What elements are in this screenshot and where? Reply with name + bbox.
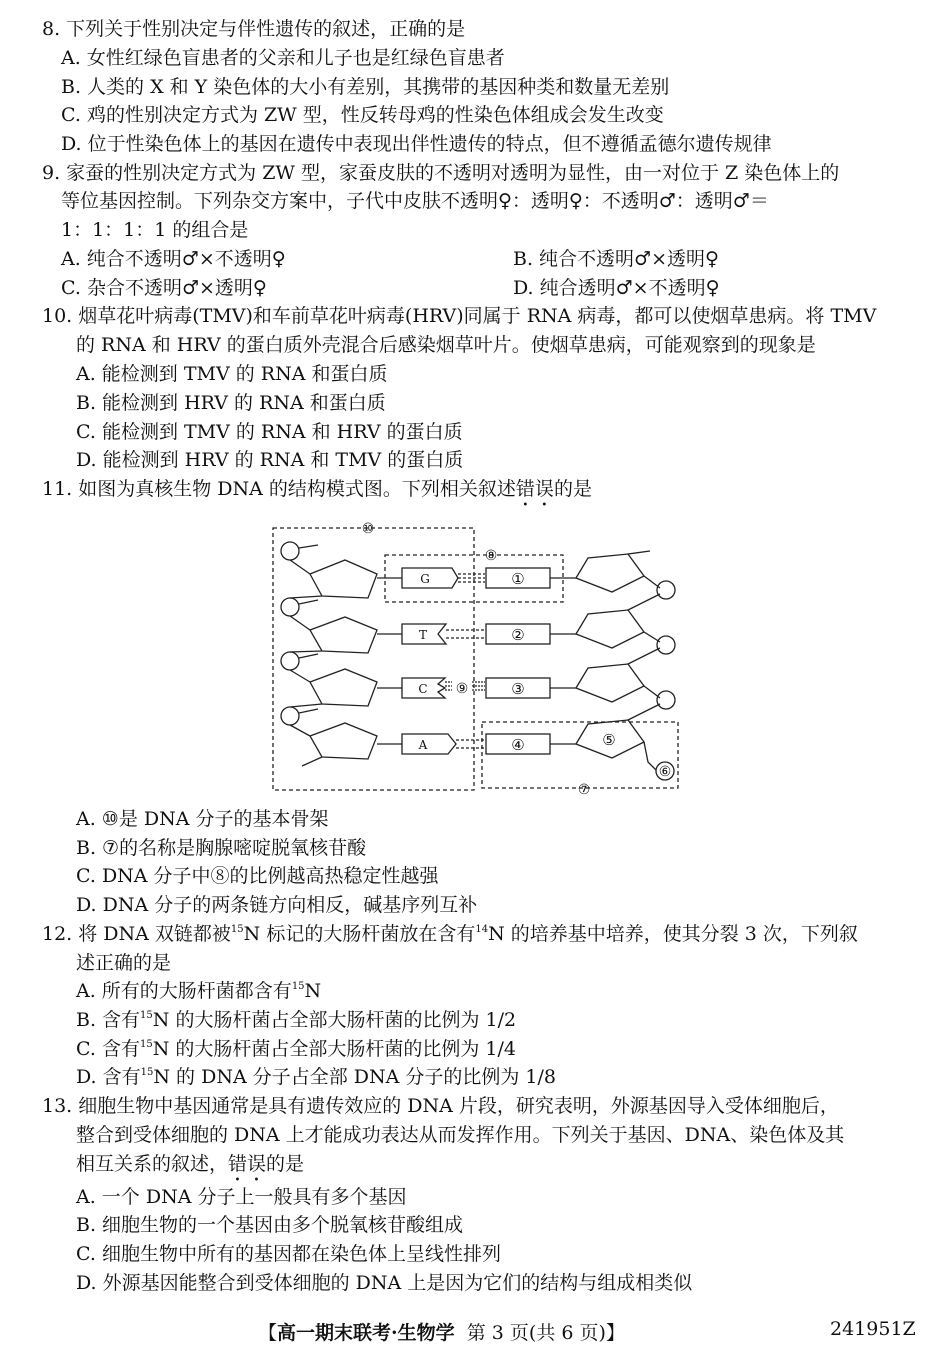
- q12-option-c: C. 含有$^{15}$N 的大肠杆菌占全部大肠杆菌的比例为 1/4: [76, 1038, 516, 1060]
- label-t: T: [418, 628, 428, 642]
- q9-stem-line3: 1：1：1：1 的组合是: [61, 219, 249, 241]
- right-sugar: [576, 664, 644, 702]
- label-1: ①: [511, 570, 525, 588]
- label-7: ⑦: [577, 782, 591, 798]
- q9-stem-line2: 等位基因控制。下列杂交方案中，子代中皮肤不透明♀：透明♀：不透明♂：透明♂＝: [61, 190, 769, 212]
- q11-option-b: B. ⑦的名称是胸腺嘧啶脱氧核苷酸: [76, 837, 367, 859]
- document-code: 241951Z: [830, 1318, 916, 1340]
- q11-option-a: A. ⑩是 DNA 分子的基本骨架: [76, 808, 329, 830]
- q10-option-a: A. 能检测到 TMV 的 RNA 和蛋白质: [76, 363, 388, 385]
- dna-structure-diagram: [270, 518, 682, 800]
- right-phosphate: [657, 636, 675, 654]
- right-sugar: [576, 610, 644, 648]
- q12-option-b: B. 含有$^{15}$N 的大肠杆菌占全部大肠杆菌的比例为 1/2: [76, 1009, 517, 1031]
- q11-option-c: C. DNA 分子中⑧的比例越高热稳定性越强: [76, 865, 439, 887]
- q11-emphasis: 错误: [515, 478, 554, 500]
- label-3: ③: [511, 680, 525, 698]
- q11-option-d: D. DNA 分子的两条链方向相反，碱基序列互补: [76, 894, 478, 916]
- left-phosphate: [281, 707, 299, 725]
- q13-option-b: B. 细胞生物的一个基因由多个脱氧核苷酸组成: [76, 1214, 464, 1236]
- q10-option-c: C. 能检测到 TMV 的 RNA 和 HRV 的蛋白质: [76, 421, 463, 443]
- left-sugar: [310, 669, 377, 706]
- q9-option-c: C. 杂合不透明♂×透明♀: [61, 277, 267, 299]
- q9-stem-line1: 9. 家蚕的性别决定方式为 ZW 型，家蚕皮肤的不透明对透明为显性，由一对位于 Z 染色体上的: [42, 162, 840, 184]
- q13-stem-line3: 相互关系的叙述，错误的是: [76, 1153, 305, 1175]
- box-7-nucleotide: [482, 722, 678, 788]
- left-phosphate: [281, 598, 299, 616]
- label-2: ②: [511, 626, 525, 644]
- q8-option-a: A. 女性红绿色盲患者的父亲和儿子也是红绿色盲患者: [61, 47, 505, 69]
- q10-option-d: D. 能检测到 HRV 的 RNA 和 TMV 的蛋白质: [76, 449, 464, 471]
- left-phosphate: [281, 542, 299, 560]
- q13-stem-line2: 整合到受体细胞的 DNA 上才能成功表达从而发挥作用。下列关于基因、DNA、染色体及其: [76, 1124, 845, 1146]
- q8-option-d: D. 位于性染色体上的基因在遗传中表现出伴性遗传的特点，但不遵循孟德尔遗传规律: [61, 133, 772, 155]
- q13-emphasis: 错误: [228, 1153, 267, 1175]
- q13-option-c: C. 细胞生物中所有的基因都在染色体上呈线性排列: [76, 1243, 501, 1265]
- left-phosphate: [281, 652, 299, 670]
- q10-stem-line2: 的 RNA 和 HRV 的蛋白质外壳混合后感染烟草叶片。使烟草患病，可能观察到的现象是: [76, 334, 816, 356]
- label-5: ⑤: [602, 731, 616, 749]
- q12-stem-line1: 12. 将 DNA 双链都被$^{15}$N 标记的大肠杆菌放在含有$^{14}$N 的培养基中培养，使其分裂 3 次，下列叙: [42, 923, 858, 945]
- q13-option-d: D. 外源基因能整合到受体细胞的 DNA 上是因为它们的结构与组成相类似: [76, 1272, 693, 1294]
- q8-stem: 8. 下列关于性别决定与伴性遗传的叙述，正确的是: [42, 18, 466, 40]
- q9-option-b: B. 纯合不透明♂×透明♀: [513, 248, 719, 270]
- base-a: [402, 734, 456, 754]
- left-sugar: [310, 560, 377, 598]
- label-9: ⑨: [455, 681, 469, 697]
- q12-option-d: D. 含有$^{15}$N 的 DNA 分子占全部 DNA 分子的比例为 1/8: [76, 1066, 556, 1088]
- label-a: A: [418, 738, 428, 752]
- left-sugar: [310, 617, 377, 653]
- q13-stem-line1: 13. 细胞生物中基因通常是具有遗传效应的 DNA 片段，研究表明，外源基因导入受体细胞后，: [42, 1095, 839, 1117]
- label-6: ⑥: [658, 764, 672, 780]
- q11-stem: 11. 如图为真核生物 DNA 的结构模式图。下列相关叙述错误的是: [42, 478, 592, 500]
- right-sugar: [576, 554, 644, 592]
- page-footer: 【高一期末联考·生物学 第 3 页(共 6 页)】: [258, 1322, 625, 1344]
- left-sugar: [310, 723, 377, 759]
- q9-option-d: D. 纯合透明♂×不透明♀: [513, 277, 720, 299]
- q8-option-b: B. 人类的 X 和 Y 染色体的大小有差别，其携带的基因种类和数量无差别: [61, 76, 670, 98]
- label-c: C: [418, 682, 428, 696]
- label-8: ⑧: [484, 548, 498, 564]
- q12-stem-line2: 述正确的是: [76, 952, 172, 974]
- q13-option-a: A. 一个 DNA 分子上一般具有多个基因: [76, 1186, 407, 1208]
- label-g: G: [420, 572, 430, 586]
- label-10: ⑩: [361, 521, 375, 537]
- q8-option-c: C. 鸡的性别决定方式为 ZW 型，性反转母鸡的性染色体组成会发生改变: [61, 104, 664, 126]
- label-4: ④: [511, 736, 525, 754]
- right-phosphate: [657, 691, 675, 709]
- q12-option-a: A. 所有的大肠杆菌都含有$^{15}$N: [76, 980, 322, 1002]
- right-phosphate: [657, 581, 675, 599]
- base-g: [402, 568, 458, 588]
- q10-stem-line1: 10. 烟草花叶病毒(TMV)和车前草花叶病毒(HRV)同属于 RNA 病毒，都可以使烟草患病。将 TMV: [42, 305, 877, 327]
- q10-option-b: B. 能检测到 HRV 的 RNA 和蛋白质: [76, 392, 386, 414]
- box-10-backbone: [273, 528, 474, 790]
- q9-option-a: A. 纯合不透明♂×不透明♀: [61, 248, 286, 270]
